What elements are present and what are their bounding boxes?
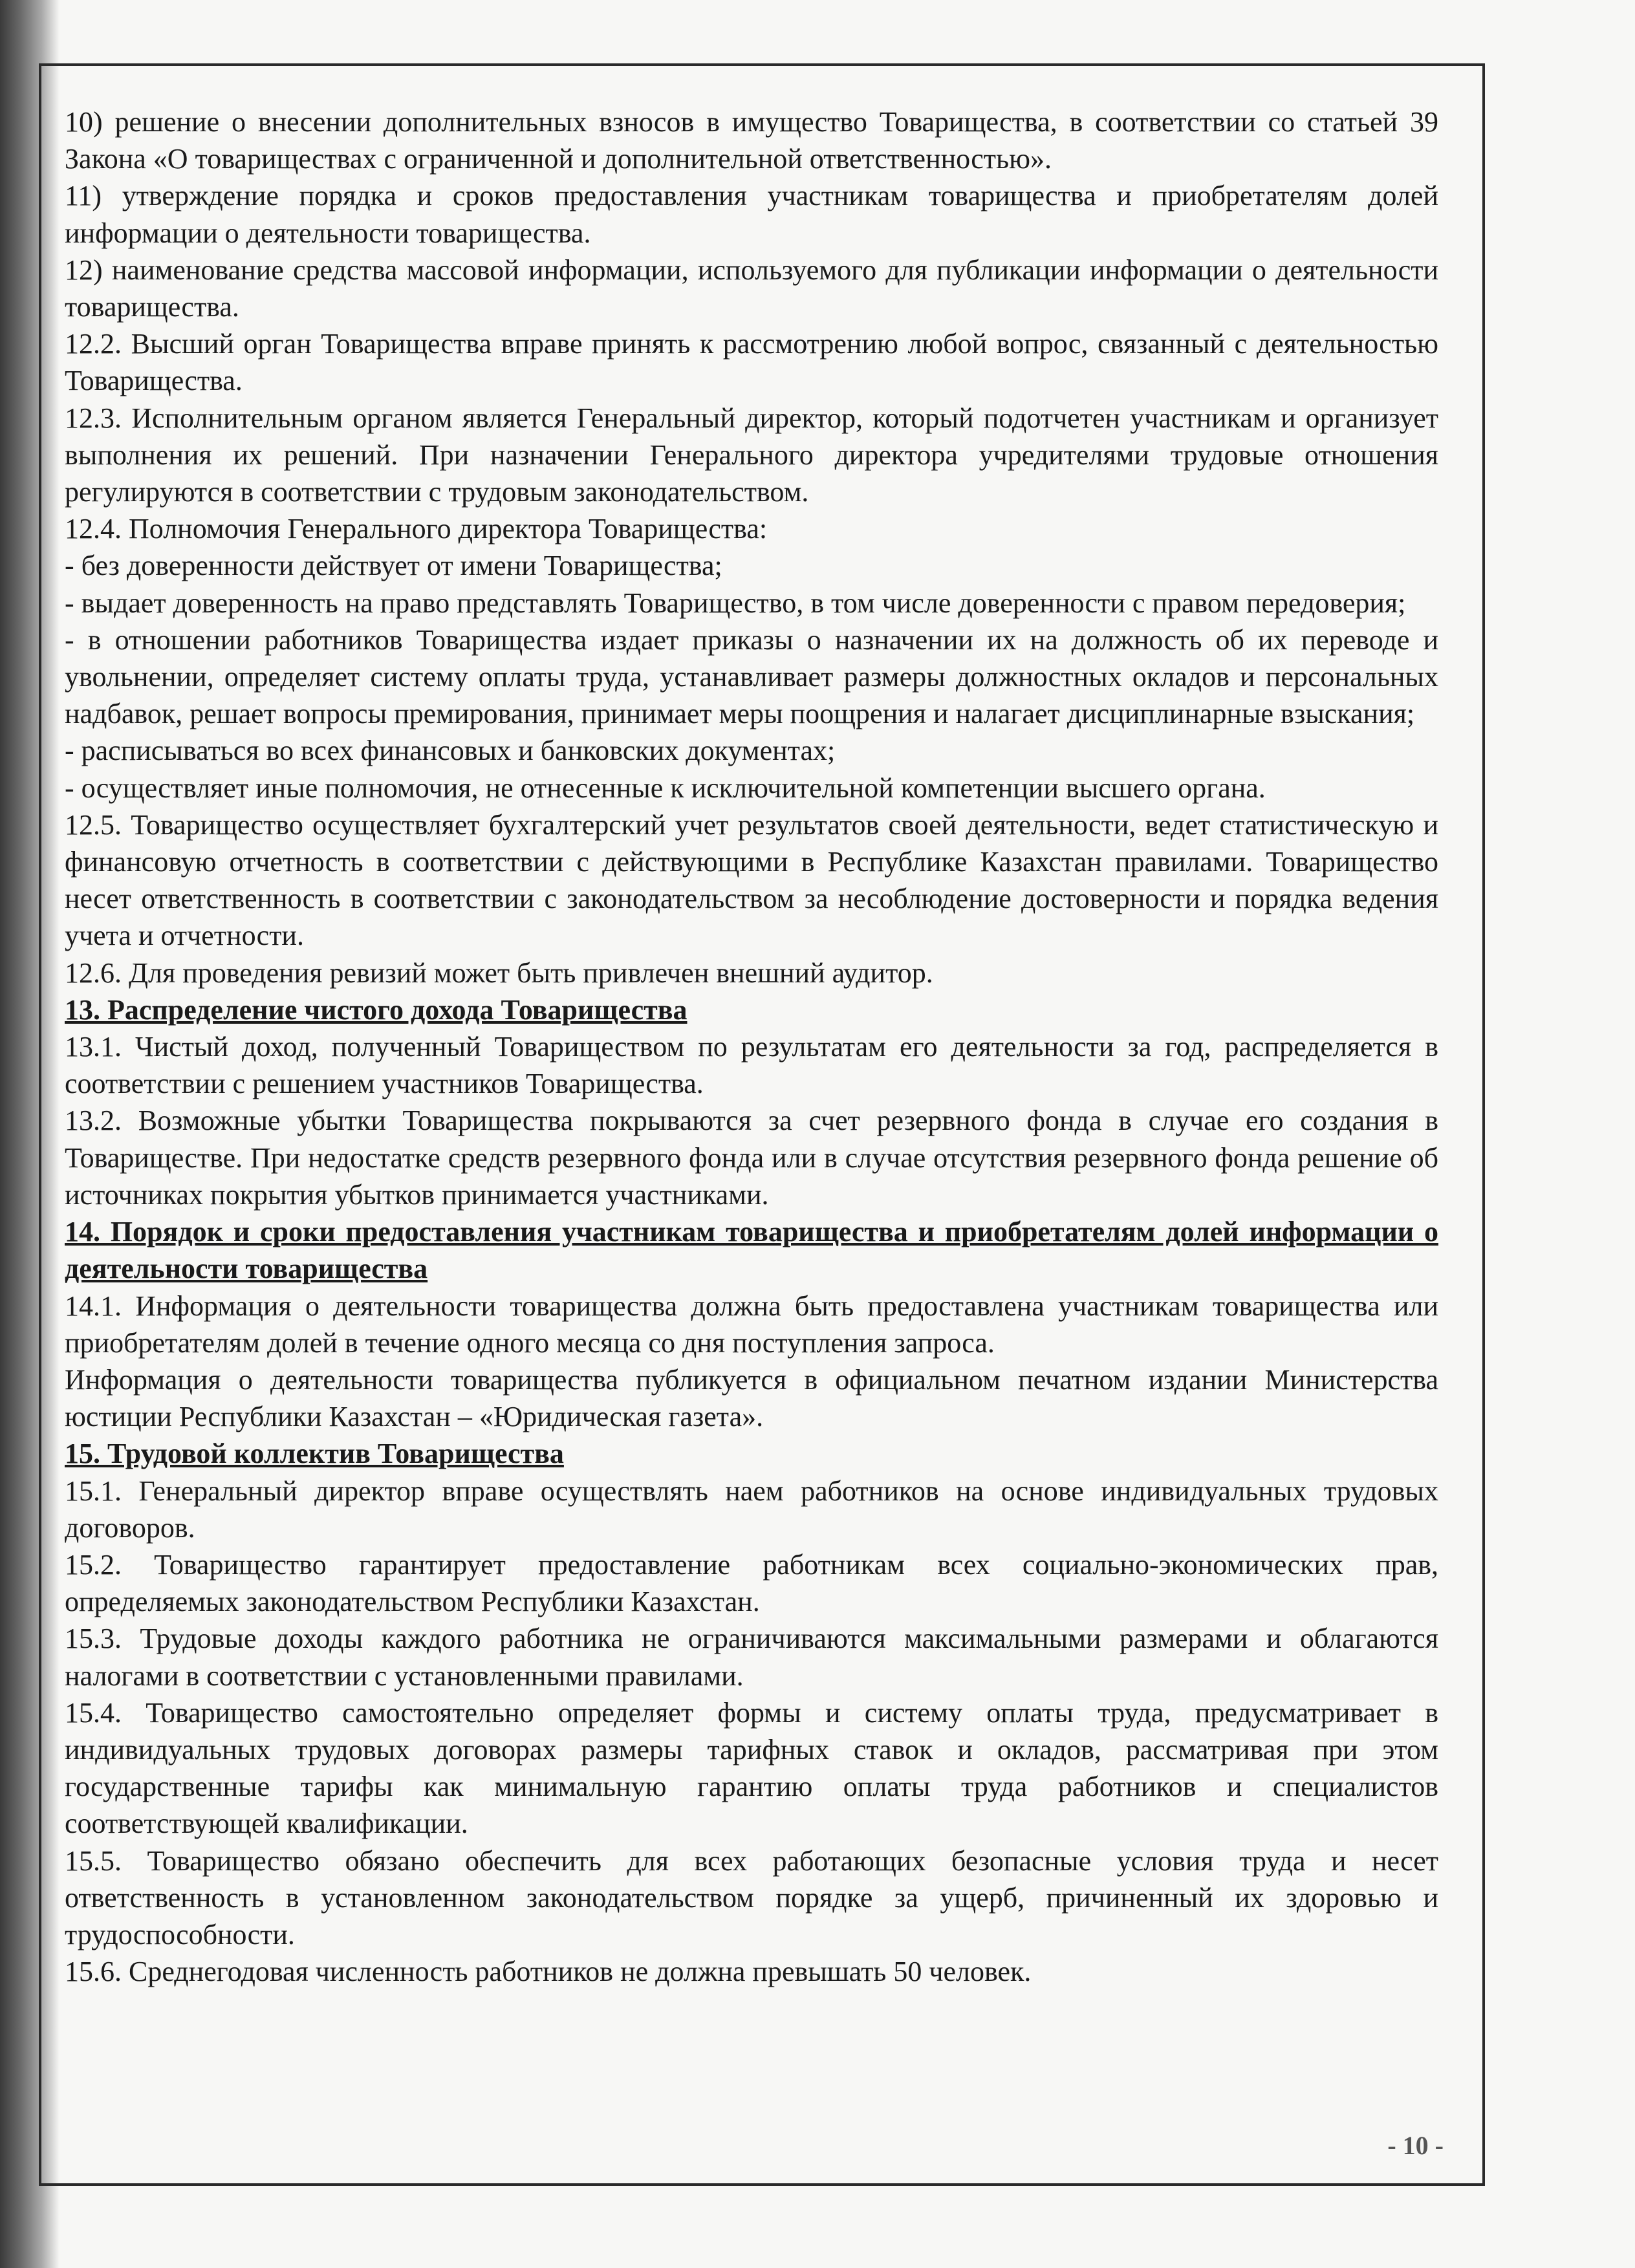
paragraph: 12.3. Исполнительным органом является Генеральный директор, который подотчетен участникам и организует выполнения их решений. При назначении Генерального директора учредителями трудовые отношения регулируются в соответствии с трудовым законодательством.: [65, 402, 1438, 508]
section-heading: 15. Трудовой коллектив Товарищества: [65, 1438, 564, 1470]
paragraph: 15.5. Товарищество обязано обеспечить для всех работающих безопасные условия труда и несет ответственность в установленном законодательством порядке за ущерб, причиненный их здоровью и трудоспособности.: [65, 1844, 1438, 1950]
paragraph: - расписываться во всех финансовых и банковских документах;: [65, 735, 836, 767]
paragraph: - в отношении работников Товарищества издает приказы о назначении их на должность об их переводе и увольнении, определяет систему оплаты труда, устанавливает размеры должностных окладов и персональных надбавок, решает вопросы премирования, принимает меры поощрения и налагает дисциплинарные взыскания;: [65, 623, 1438, 730]
paragraph: - без доверенности действует от имени Товарищества;: [65, 550, 722, 582]
paragraph: 12.4. Полномочия Генерального директора Товарищества:: [65, 513, 768, 545]
paragraph: 15.1. Генеральный директор вправе осуществлять наем работников на основе индивидуальных трудовых договоров.: [65, 1474, 1438, 1544]
paragraph: - выдает доверенность на право представлять Товарищество, в том числе доверенности с правом передоверия;: [65, 587, 1406, 619]
paragraph: 15.4. Товарищество самостоятельно определяет формы и систему оплаты труда, предусматривает в индивидуальных трудовых договорах размеры тарифных ставок и окладов, рассматривая при этом государственные тарифы как минимальную гарантию оплаты труда работников и специалистов соответствующей квалификации.: [65, 1696, 1438, 1840]
paragraph: 12.5. Товарищество осуществляет бухгалтерский учет результатов своей деятельности, ведет статистическую и финансовую отчетность в соответствии с действующими в Республике Казахстан правилами. Товарищество несет ответственность в соответствии с законодательством за несоблюдение достоверности и порядка ведения учета и отчетности.: [65, 808, 1438, 952]
section-heading: 13. Распределение чистого дохода Товарищества: [65, 993, 688, 1026]
paragraph: 12.6. Для проведения ревизий может быть привлечен внешний аудитор.: [65, 956, 933, 989]
paragraph: 14.1. Информация о деятельности товарищества должна быть предоставлена участникам товарищества или приобретателям долей в течение одного месяца со дня поступления запроса.: [65, 1290, 1438, 1359]
paragraph: 11) утверждение порядка и сроков предоставления участникам товарищества и приобретателям долей информации о деятельности товарищества.: [65, 180, 1438, 249]
paragraph: 13.1. Чистый доход, полученный Товариществом по результатам его деятельности за год, распределяется в соответствии с решением участников Товарищества.: [65, 1031, 1438, 1100]
section-heading: 14. Порядок и сроки предоставления участникам товарищества и приобретателям долей информации о деятельности товарищества: [65, 1216, 1438, 1285]
paragraph: 15.3. Трудовые доходы каждого работника не ограничиваются максимальными размерами и облагаются налогами в соответствии с установленными правилами.: [65, 1623, 1438, 1692]
paragraph: Информация о деятельности товарищества публикуется в официальном печатном издании Министерства юстиции Республики Казахстан – «Юридическая газета».: [65, 1363, 1438, 1433]
paragraph: 15.2. Товарищество гарантирует предоставление работникам всех социально-экономических прав, определяемых законодательством Республики Казахстан.: [65, 1548, 1438, 1618]
paragraph: 10) решение о внесении дополнительных взносов в имущество Товарищества, в соответствии со статьей 39 Закона «О товариществах с ограниченной и дополнительной ответственностью».: [65, 106, 1438, 175]
paragraph: 12.2. Высший орган Товарищества вправе принять к рассмотрению любой вопрос, связанный с деятельностью Товарищества.: [65, 328, 1438, 397]
paragraph: 13.2. Возможные убытки Товарищества покрываются за счет резервного фонда в случае его создания в Товариществе. При недостатке средств резервного фонда или в случае отсутствия резервного фонда решение об источниках покрытия убытков принимается участниками.: [65, 1105, 1438, 1211]
document-body: [65, 103, 1438, 1990]
page-number: - 10 -: [1387, 2131, 1444, 2160]
paragraph: 15.6. Среднегодовая численность работников не должна превышать 50 человек.: [65, 1956, 1032, 1988]
paragraph: - осуществляет иные полномочия, не отнесенные к исключительной компетенции высшего органа.: [65, 772, 1266, 804]
paragraph: 12) наименование средства массовой информации, используемого для публикации информации о деятельности товарищества.: [65, 254, 1438, 323]
